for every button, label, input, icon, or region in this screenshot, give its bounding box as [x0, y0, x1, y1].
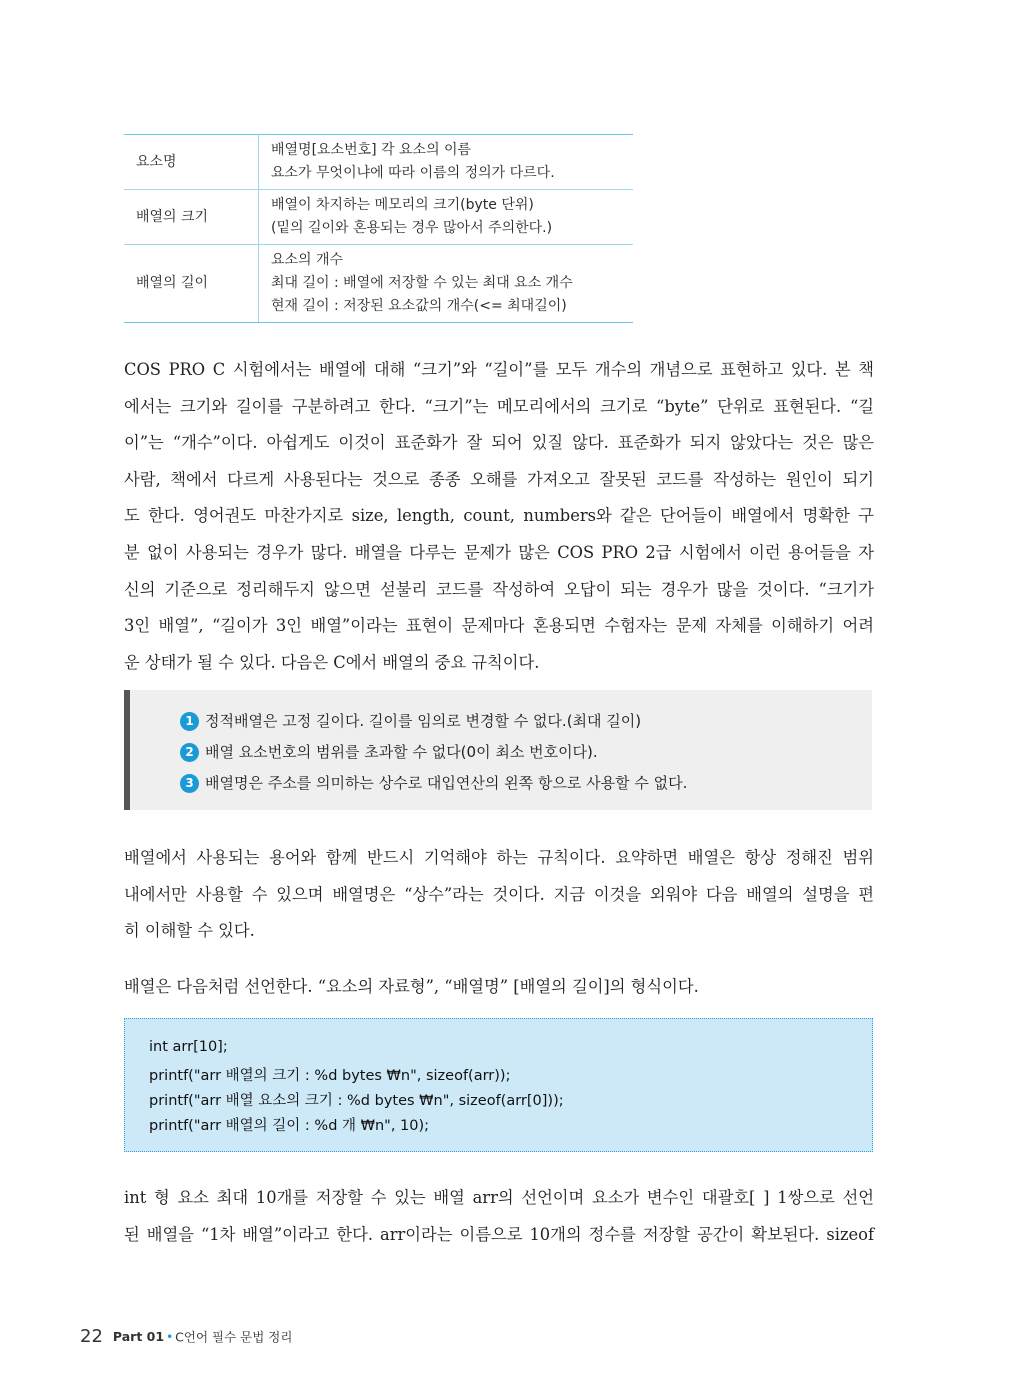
paragraph-line: 분 없이 사용되는 경우가 많다. 배열을 다루는 문제가 많은 COS PRO 2급 시험에서 이런 용어들을 자	[124, 542, 874, 562]
paragraph-line: 배열은 다음처럼 선언한다. “요소의 자료형”, “배열명” [배열의 길이]의 형식이다.	[124, 977, 699, 996]
page-number: 22	[80, 1326, 103, 1347]
paragraph-line: 된 배열을 “1차 배열”이라고 한다. arr이라는 이름으로 10개의 정수를 저장할 공간이 확보된다. sizeof	[124, 1224, 874, 1244]
body-paragraph	[124, 1180, 874, 1253]
description-line: 요소가 무엇이냐에 따라 이름의 정의가 다르다.	[271, 165, 555, 181]
description-line: 최대 길이 : 배열에 저장할 수 있는 최대 요소 개수	[271, 275, 573, 291]
paragraph-line: 사람, 책에서 다르게 사용된다는 것으로 종종 오해를 가져오고 잘못된 코드를 작성하는 원인이 되기	[124, 469, 874, 489]
page-footer	[80, 1326, 292, 1347]
paragraph-line: 배열에서 사용되는 용어와 함께 반드시 기억해야 하는 규칙이다. 요약하면 배열은 항상 정해진 범위	[124, 848, 874, 867]
description-line: 현재 길이 : 저장된 요소값의 개수(<= 최대길이)	[271, 298, 567, 314]
rules-callout	[124, 690, 872, 810]
rule-item	[180, 710, 641, 731]
number-badge-icon: 3	[180, 774, 199, 793]
part-label: Part 01	[112, 1329, 165, 1344]
paragraph-line: 이”는 “개수”이다. 아쉽게도 이것이 표준화가 잘 되어 있질 않다. 표준화가 되지 않았다는 것은 많은	[124, 433, 874, 453]
paragraph-line: 운 상태가 될 수 있다. 다음은 C에서 배열의 중요 규칙이다.	[124, 652, 540, 672]
paragraph-line: 에서는 크기와 길이를 구분하려고 한다. “크기”는 메모리에서의 크기로 “byte” 단위로 표현된다. “길	[124, 396, 874, 416]
code-line: printf("arr 배열의 크기 : %d bytes ₩n", sizeof(arr));	[149, 1068, 511, 1084]
table-term: 배열의 길이	[124, 245, 259, 323]
body-paragraph	[124, 840, 874, 950]
table-row	[124, 190, 633, 245]
number-badge-icon: 2	[180, 743, 199, 762]
rule-text: 배열 요소번호의 범위를 초과할 수 없다(0이 최소 번호이다).	[205, 743, 598, 761]
code-block	[124, 1018, 873, 1152]
code-line: int arr[10];	[149, 1039, 228, 1055]
body-paragraph	[124, 969, 874, 1006]
paragraph-line: COS PRO C 시험에서는 배열에 대해 “크기”와 “길이”를 모두 개수의 개념으로 표현하고 있다. 본 책	[124, 360, 874, 379]
description-line: (밑의 길이와 혼용되는 경우 많아서 주의한다.)	[271, 220, 553, 236]
table-description	[259, 135, 634, 190]
bullet-separator-icon: •	[166, 1329, 174, 1344]
table-row	[124, 245, 633, 323]
code-line: printf("arr 배열의 길이 : %d 개 ₩n", 10);	[149, 1118, 430, 1134]
rule-item	[180, 772, 687, 793]
body-paragraph	[124, 352, 874, 681]
description-line: 배열이 차지하는 메모리의 크기(byte 단위)	[271, 197, 534, 213]
rule-item	[180, 741, 598, 762]
table-description	[259, 245, 634, 323]
table-term: 배열의 크기	[124, 190, 259, 245]
definition-table	[124, 134, 633, 323]
table-term: 요소명	[124, 135, 259, 190]
rule-text: 정적배열은 고정 길이다. 길이를 임의로 변경할 수 없다.(최대 길이)	[205, 712, 642, 730]
chapter-title: C언어 필수 문법 정리	[175, 1329, 293, 1345]
paragraph-line: 신의 기준으로 정리해두지 않으면 섣불리 코드를 작성하여 오답이 되는 경우가 많을 것이다. “크기가	[124, 579, 874, 599]
paragraph-line: 도 한다. 영어권도 마찬가지로 size, length, count, numbers와 같은 단어들이 배열에서 명확한 구	[124, 506, 874, 526]
number-badge-icon: 1	[180, 712, 199, 731]
paragraph-line: 3인 배열”, “길이가 3인 배열”이라는 표현이 문제마다 혼용되면 수험자는 문제 자체를 이해하기 어려	[124, 616, 874, 636]
paragraph-line: 히 이해할 수 있다.	[124, 921, 255, 941]
paragraph-line: int 형 요소 최대 10개를 저장할 수 있는 배열 arr의 선언이며 요소가 변수인 대괄호[ ] 1쌍으로 선언	[124, 1188, 874, 1207]
rule-text: 배열명은 주소를 의미하는 상수로 대입연산의 왼쪽 항으로 사용할 수 없다.	[205, 774, 688, 792]
table-description	[259, 190, 634, 245]
code-line: printf("arr 배열 요소의 크기 : %d bytes ₩n", sizeof(arr[0]));	[149, 1093, 564, 1109]
description-line: 배열명[요소번호] 각 요소의 이름	[271, 142, 472, 158]
description-line: 요소의 개수	[271, 252, 344, 268]
table-row	[124, 135, 633, 190]
paragraph-line: 내에서만 사용할 수 있으며 배열명은 “상수”라는 것이다. 지금 이것을 외워야 다음 배열의 설명을 편	[124, 884, 874, 904]
